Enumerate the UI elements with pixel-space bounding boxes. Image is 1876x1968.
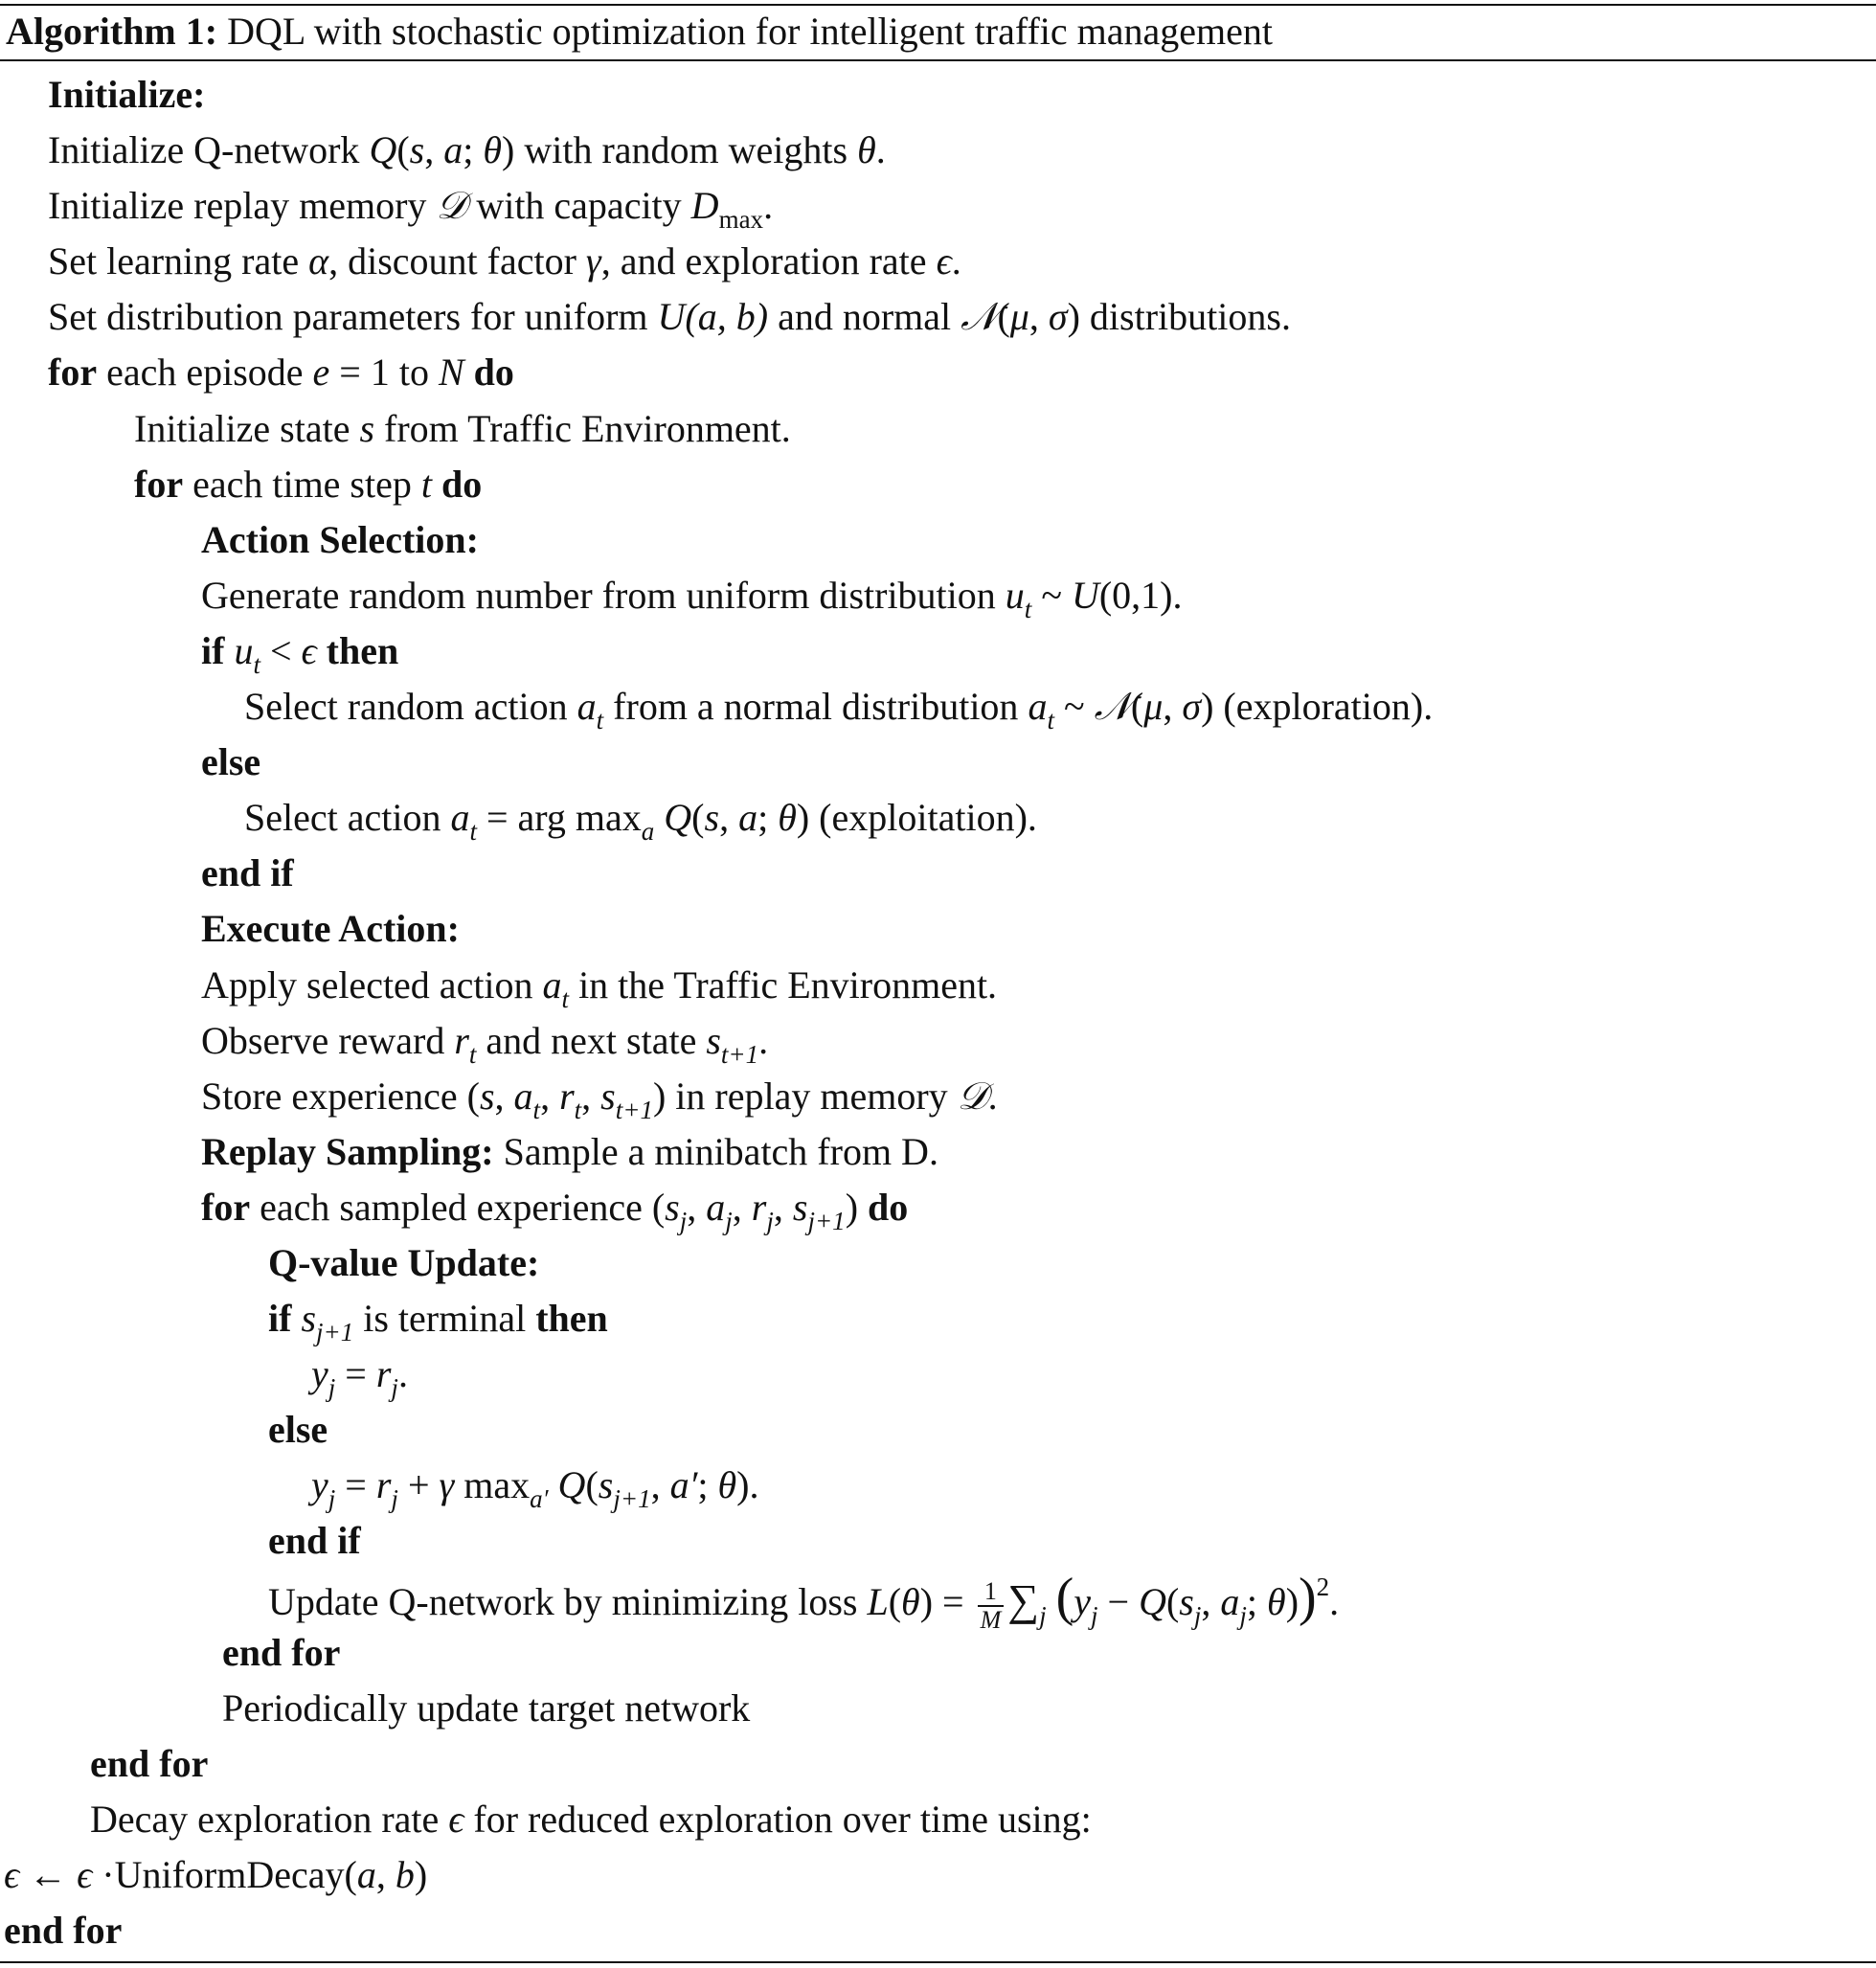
line-else-1: else (201, 740, 261, 784)
line-select-random-action: Select random action $a_t$ from a normal distribution $a_t$ ~ 𝒩(μ, σ) (exploration). (244, 685, 1434, 735)
line-for-episode: for each episode e = 1 to N do (48, 351, 514, 395)
line-if-terminal: if $s_{j+1}$ is terminal then (268, 1297, 608, 1347)
line-select-greedy-action: Select action $a_t$ = arg $\max_a Q(s$, a; θ) (exploitation). (244, 796, 1037, 847)
line-init-replay: Initialize replay memory 𝒟 with capacity $D_{max}$. (48, 184, 774, 235)
line-initialize: Initialize: (48, 73, 206, 116)
line-if-explore: if $u_t < \epsilon$ then (201, 628, 399, 679)
line-apply-action: Apply selected action $a_t$ in the Traffic Environment. (201, 962, 998, 1013)
line-decay-formula: ϵ ← ϵ ·UniformDecay(a, b) (4, 1853, 428, 1896)
line-else-2: else (268, 1408, 328, 1452)
line-execute-action: Execute Action: (201, 907, 460, 951)
line-end-for-timestep: end for (90, 1741, 209, 1785)
line-set-rates: Set learning rate α, discount factor γ, and exploration rate ϵ. (48, 239, 961, 283)
line-init-qnetwork: Initialize Q-network Q(s, a; θ) with random weights θ. (48, 128, 886, 172)
caption-rule (0, 59, 1876, 61)
line-update-target: Periodically update target network (222, 1685, 751, 1730)
line-end-if-2: end if (268, 1519, 361, 1563)
line-end-if-1: end if (201, 851, 294, 895)
algorithm-caption (6, 6, 1273, 57)
line-end-for-inner: end for (222, 1630, 341, 1674)
caption-label: Algorithm 1: (6, 10, 218, 53)
bottom-rule (0, 1961, 1876, 1963)
line-store-experience: Store experience (s, $a_t$, $r_t$, $s_{t+1}$) in replay memory 𝒟. (201, 1074, 998, 1124)
line-for-sampled: for each sampled experience ($s_j$, $a_j$, $r_j$, $s_{j+1}$) do (201, 1185, 909, 1235)
line-set-distributions: Set distribution parameters for uniform U(a, b) and normal 𝒩(μ, σ) distributions. (48, 295, 1291, 340)
line-target-bootstrap: $y_j = r_j + \gamma$ $\max_{a'} Q(s_{j+1}$, a′; θ). (311, 1463, 759, 1514)
line-target-terminal: $y_j = r_j$. (311, 1352, 408, 1403)
line-end-for-episode: end for (4, 1909, 123, 1953)
caption-title: DQL with stochastic optimization for intelligent traffic management (217, 10, 1273, 53)
line-qvalue-update: Q-value Update: (268, 1240, 540, 1284)
line-update-loss: Update Q-network by minimizing loss L(θ) = $\frac{1}{M}$ $\sum_j$ ($y_j - Q(s_j$, $a_j$; θ))$^2$. (268, 1567, 1340, 1634)
fraction-one-over-m: $\frac{1}{M}$ (978, 1578, 1005, 1634)
line-for-timestep: for each time step t do (134, 462, 483, 506)
line-replay-sampling: Replay Sampling: Sample a minibatch from D. (201, 1129, 938, 1173)
algorithm-lines (0, 67, 1876, 1958)
line-action-selection: Action Selection: (201, 517, 479, 561)
line-observe-reward: Observe reward $r_t$ and next state $s_{t+1}$. (201, 1018, 769, 1069)
line-decay-exploration: Decay exploration rate ϵ for reduced exploration over time using: (90, 1797, 1092, 1841)
line-generate-random: Generate random number from uniform distribution $u_t$ ~ U(0,1). (201, 573, 1183, 623)
line-init-state: Initialize state s from Traffic Environment. (134, 406, 791, 450)
